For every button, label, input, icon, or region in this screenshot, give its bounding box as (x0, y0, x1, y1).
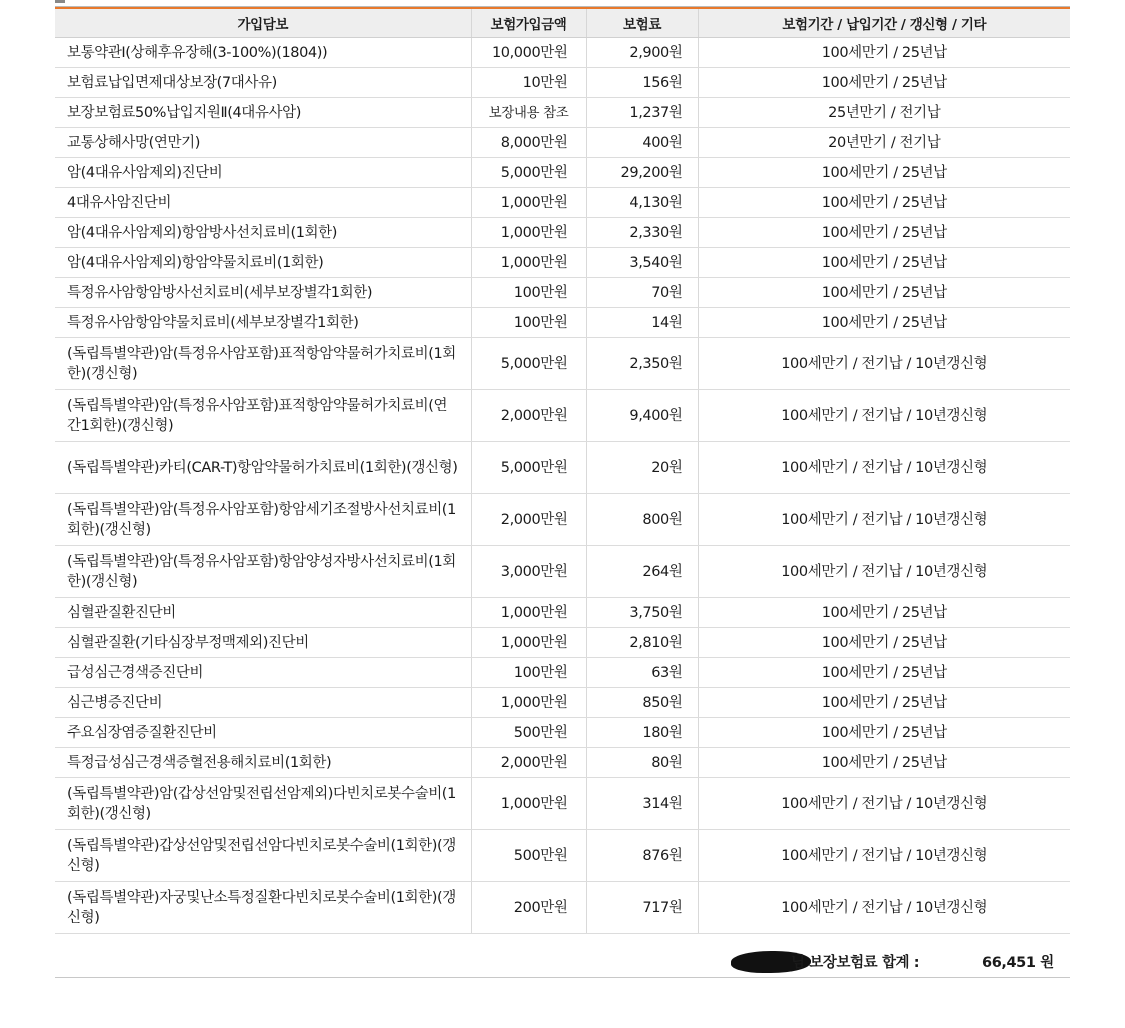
table-row (55, 658, 1070, 688)
premium-cell: 156원 (586, 68, 698, 98)
table-row (55, 882, 1070, 934)
table-row (55, 718, 1070, 748)
period-cell: 100세만기 / 전기납 / 10년갱신형 (698, 338, 1070, 390)
table-row (55, 248, 1070, 278)
premium-cell: 29,200원 (586, 158, 698, 188)
header-amount: 보험가입금액 (471, 8, 586, 38)
table-row (55, 778, 1070, 830)
table-row (55, 308, 1070, 338)
table-row (55, 158, 1070, 188)
coverage-name-cell: (독립특별약관)암(특정유사암포함)항암양성자방사선치료비(1회한)(갱신형) (55, 546, 471, 598)
table-row (55, 338, 1070, 390)
premium-cell: 2,350원 (586, 338, 698, 390)
period-cell: 100세만기 / 25년납 (698, 598, 1070, 628)
header-premium: 보험료 (586, 8, 698, 38)
coverage-name-cell: (독립특별약관)카티(CAR-T)항암약물허가치료비(1회한)(갱신형) (55, 442, 471, 494)
table-body (55, 38, 1070, 934)
period-cell: 100세만기 / 25년납 (698, 38, 1070, 68)
coverage-name-cell: 보장보험료50%납입지원Ⅱ(4대유사암) (55, 98, 471, 128)
period-cell: 100세만기 / 25년납 (698, 188, 1070, 218)
table-row (55, 628, 1070, 658)
total-value: 66,451 원 (982, 955, 1054, 971)
coverage-sheet (55, 7, 1070, 971)
coverage-name-cell: (독립특별약관)암(특정유사암포함)표적항암약물허가치료비(1회한)(갱신형) (55, 338, 471, 390)
table-row (55, 38, 1070, 68)
amount-cell: 200만원 (471, 882, 586, 934)
coverage-name-cell: (독립특별약관)암(특정유사암포함)항암세기조절방사선치료비(1회한)(갱신형) (55, 494, 471, 546)
period-cell: 100세만기 / 전기납 / 10년갱신형 (698, 778, 1070, 830)
premium-cell: 3,540원 (586, 248, 698, 278)
amount-cell: 5,000만원 (471, 442, 586, 494)
table-row (55, 830, 1070, 882)
amount-cell: 500만원 (471, 830, 586, 882)
coverage-name-cell: 보험료납입면제대상보장(7대사유) (55, 68, 471, 98)
premium-cell: 876원 (586, 830, 698, 882)
top-divider (55, 0, 1070, 7)
total-row (55, 944, 1070, 978)
amount-cell: 1,000만원 (471, 628, 586, 658)
premium-cell: 717원 (586, 882, 698, 934)
amount-cell: 1,000만원 (471, 688, 586, 718)
premium-cell: 70원 (586, 278, 698, 308)
coverage-name-cell: 특정급성심근경색증혈전용해치료비(1회한) (55, 748, 471, 778)
period-cell: 100세만기 / 전기납 / 10년갱신형 (698, 882, 1070, 934)
period-cell: 25년만기 / 전기납 (698, 98, 1070, 128)
amount-cell: 8,000만원 (471, 128, 586, 158)
period-cell: 100세만기 / 25년납 (698, 748, 1070, 778)
premium-cell: 3,750원 (586, 598, 698, 628)
table-row (55, 218, 1070, 248)
table-row (55, 748, 1070, 778)
premium-cell: 2,900원 (586, 38, 698, 68)
coverage-name-cell: 심혈관질환(기타심장부정맥제외)진단비 (55, 628, 471, 658)
period-cell: 100세만기 / 25년납 (698, 308, 1070, 338)
period-cell: 100세만기 / 전기납 / 10년갱신형 (698, 830, 1070, 882)
period-cell: 100세만기 / 25년납 (698, 688, 1070, 718)
amount-cell: 500만원 (471, 718, 586, 748)
table-header-row (55, 8, 1070, 38)
premium-cell: 850원 (586, 688, 698, 718)
period-cell: 100세만기 / 25년납 (698, 628, 1070, 658)
period-cell: 20년만기 / 전기납 (698, 128, 1070, 158)
coverage-table (55, 7, 1070, 934)
table-row (55, 68, 1070, 98)
header-period: 보험기간 / 납입기간 / 갱신형 / 기타 (698, 8, 1070, 38)
premium-cell: 2,810원 (586, 628, 698, 658)
premium-cell: 1,237원 (586, 98, 698, 128)
coverage-name-cell: (독립특별약관)암(특정유사암포함)표적항암약물허가치료비(연간1회한)(갱신형) (55, 390, 471, 442)
period-cell: 100세만기 / 25년납 (698, 718, 1070, 748)
coverage-name-cell: (독립특별약관)암(갑상선암및전립선암제외)다빈치로봇수술비(1회한)(갱신형) (55, 778, 471, 830)
premium-cell: 314원 (586, 778, 698, 830)
amount-cell: 1,000만원 (471, 188, 586, 218)
total-label: 님 보장보험료 합계 : (791, 955, 920, 971)
amount-cell: 1,000만원 (471, 248, 586, 278)
amount-cell: 1,000만원 (471, 598, 586, 628)
premium-cell: 2,330원 (586, 218, 698, 248)
amount-cell: 5,000만원 (471, 338, 586, 390)
amount-cell: 1,000만원 (471, 778, 586, 830)
coverage-name-cell: 특정유사암항암방사선치료비(세부보장별각1회한) (55, 278, 471, 308)
table-row (55, 494, 1070, 546)
amount-cell: 100만원 (471, 308, 586, 338)
coverage-name-cell: 특정유사암항암약물치료비(세부보장별각1회한) (55, 308, 471, 338)
period-cell: 100세만기 / 25년납 (698, 658, 1070, 688)
premium-cell: 400원 (586, 128, 698, 158)
coverage-name-cell: 급성심근경색증진단비 (55, 658, 471, 688)
header-coverage: 가입담보 (55, 8, 471, 38)
table-row (55, 546, 1070, 598)
coverage-name-cell: 교통상해사망(연만기) (55, 128, 471, 158)
coverage-name-cell: (독립특별약관)갑상선암및전립선암다빈치로봇수술비(1회한)(갱신형) (55, 830, 471, 882)
period-cell: 100세만기 / 전기납 / 10년갱신형 (698, 442, 1070, 494)
premium-cell: 800원 (586, 494, 698, 546)
premium-cell: 9,400원 (586, 390, 698, 442)
amount-cell: 100만원 (471, 278, 586, 308)
premium-cell: 14원 (586, 308, 698, 338)
period-cell: 100세만기 / 전기납 / 10년갱신형 (698, 494, 1070, 546)
coverage-name-cell: 암(4대유사암제외)항암약물치료비(1회한) (55, 248, 471, 278)
premium-cell: 80원 (586, 748, 698, 778)
table-row (55, 390, 1070, 442)
period-cell: 100세만기 / 25년납 (698, 68, 1070, 98)
premium-cell: 264원 (586, 546, 698, 598)
coverage-name-cell: 보통약관Ⅰ(상해후유장해(3-100%)(1804)) (55, 38, 471, 68)
table-row (55, 188, 1070, 218)
amount-cell: 1,000만원 (471, 218, 586, 248)
amount-cell: 3,000만원 (471, 546, 586, 598)
amount-cell: 10,000만원 (471, 38, 586, 68)
period-cell: 100세만기 / 25년납 (698, 278, 1070, 308)
coverage-name-cell: 심혈관질환진단비 (55, 598, 471, 628)
table-row (55, 598, 1070, 628)
amount-cell: 보장내용 참조 (471, 98, 586, 128)
coverage-name-cell: 4대유사암진단비 (55, 188, 471, 218)
period-cell: 100세만기 / 25년납 (698, 248, 1070, 278)
period-cell: 100세만기 / 25년납 (698, 158, 1070, 188)
amount-cell: 5,000만원 (471, 158, 586, 188)
coverage-name-cell: 주요심장염증질환진단비 (55, 718, 471, 748)
amount-cell: 2,000만원 (471, 390, 586, 442)
coverage-name-cell: 암(4대유사암제외)항암방사선치료비(1회한) (55, 218, 471, 248)
coverage-name-cell: (독립특별약관)자궁및난소특정질환다빈치로봇수술비(1회한)(갱신형) (55, 882, 471, 934)
amount-cell: 2,000만원 (471, 494, 586, 546)
table-row (55, 442, 1070, 494)
period-cell: 100세만기 / 25년납 (698, 218, 1070, 248)
amount-cell: 10만원 (471, 68, 586, 98)
coverage-name-cell: 암(4대유사암제외)진단비 (55, 158, 471, 188)
coverage-name-cell: 심근병증진단비 (55, 688, 471, 718)
table-row (55, 278, 1070, 308)
premium-cell: 180원 (586, 718, 698, 748)
premium-cell: 63원 (586, 658, 698, 688)
period-cell: 100세만기 / 전기납 / 10년갱신형 (698, 546, 1070, 598)
premium-cell: 4,130원 (586, 188, 698, 218)
period-cell: 100세만기 / 전기납 / 10년갱신형 (698, 390, 1070, 442)
amount-cell: 2,000만원 (471, 748, 586, 778)
table-row (55, 128, 1070, 158)
table-row (55, 688, 1070, 718)
amount-cell: 100만원 (471, 658, 586, 688)
table-row (55, 98, 1070, 128)
premium-cell: 20원 (586, 442, 698, 494)
